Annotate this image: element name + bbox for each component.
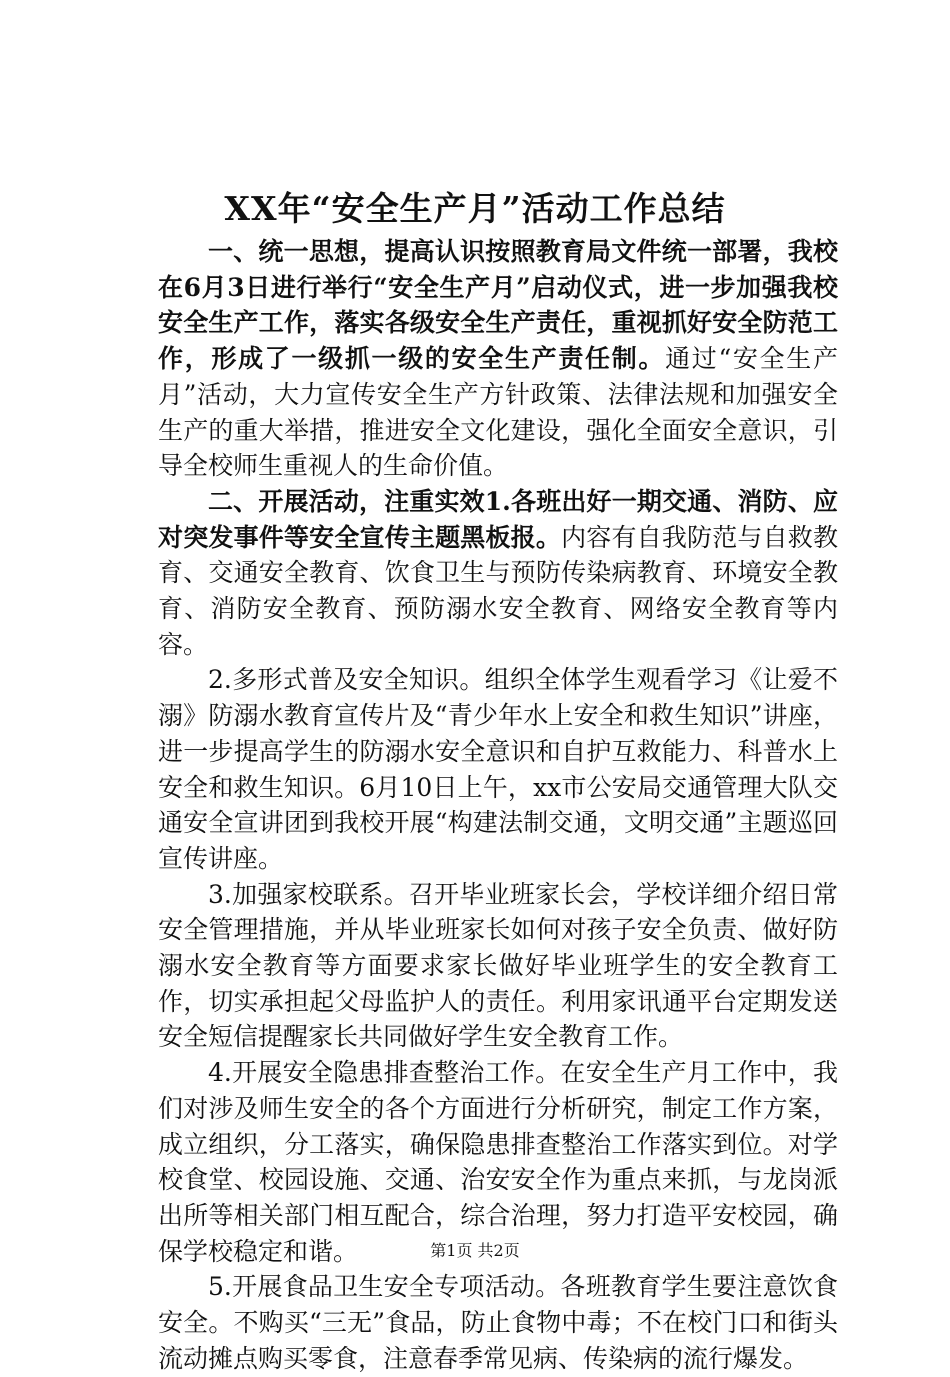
paragraph-3 xyxy=(158,662,838,876)
paragraph-4 xyxy=(158,877,838,1056)
paragraph-2 xyxy=(158,484,838,663)
paragraph-6-text: 5.开展食品卫生安全专项活动。各班教育学生要注意饮食安全。不购买“三无”食品，防止食物中毒；不在校门口和街头流动摊点购买零食，注意春季常见病、传染病的流行爆发。 xyxy=(158,1272,838,1373)
paragraph-1-heading: 一、统一思想，提高认识按照教育局文件统一部署，我校在6月3日进行举行“安全生产月”启动仪式，进一步加强我校安全生产工作，落实各级安全生产责任，重视抓好安全防范工作，形成了一级抓一级的安全生产责任制。 xyxy=(158,237,838,374)
paragraph-1-text: 通过“安全生产月”活动，大力宣传安全生产方针政策、法律法规和加强安全生产的重大举措，推进安全文化建设，强化全面安全意识，引导全校师生重视人的生命价值。 xyxy=(158,344,838,481)
page-number-footer: 第1页 共2页 xyxy=(430,1241,520,1260)
paragraph-5 xyxy=(158,1055,838,1269)
document-body xyxy=(158,234,838,1377)
paragraph-6 xyxy=(158,1269,838,1376)
paragraph-5-text: 4.开展安全隐患排查整治工作。在安全生产月工作中，我们对涉及师生安全的各个方面进行分析研究，制定工作方案，成立组织，分工落实，确保隐患排查整治工作落实到位。对学校食堂、校园设施、交通、治安安全作为重点来抓，与龙岗派出所等相关部门相互配合，综合治理，努力打造平安校园，确保学校稳定和谐。 xyxy=(158,1058,838,1266)
paragraph-4-text: 3.加强家校联系。召开毕业班家长会，学校详细介绍日常安全管理措施，并从毕业班家长如何对孩子安全负责、做好防溺水安全教育等方面要求家长做好毕业班学生的安全教育工作，切实承担起父母监护人的责任。利用家讯通平台定期发送安全短信提醒家长共同做好学生安全教育工作。 xyxy=(158,879,838,1052)
paragraph-1 xyxy=(158,234,838,484)
paragraph-2-heading: 二、开展活动，注重实效1.各班出好一期交通、消防、应对突发事件等安全宣传主题黑板报。 xyxy=(158,486,838,552)
document-title: XX年“安全生产月”活动工作总结 xyxy=(224,189,726,228)
paragraph-2-text: 内容有自我防范与自救教育、交通安全教育、饮食卫生与预防传染病教育、环境安全教育、消防安全教育、预防溺水安全教育、网络安全教育等内容。 xyxy=(158,522,838,659)
paragraph-3-text: 2.多形式普及安全知识。组织全体学生观看学习《让爱不溺》防溺水教育宣传片及“青少年水上安全和救生知识”讲座，进一步提高学生的防溺水安全意识和自护互救能力、科普水上安全和救生知识。6月10日上午，xx市公安局交通管理大队交通安全宣讲团到我校开展“构建法制交通，文明交通”主题巡回宣传讲座。 xyxy=(158,665,838,873)
